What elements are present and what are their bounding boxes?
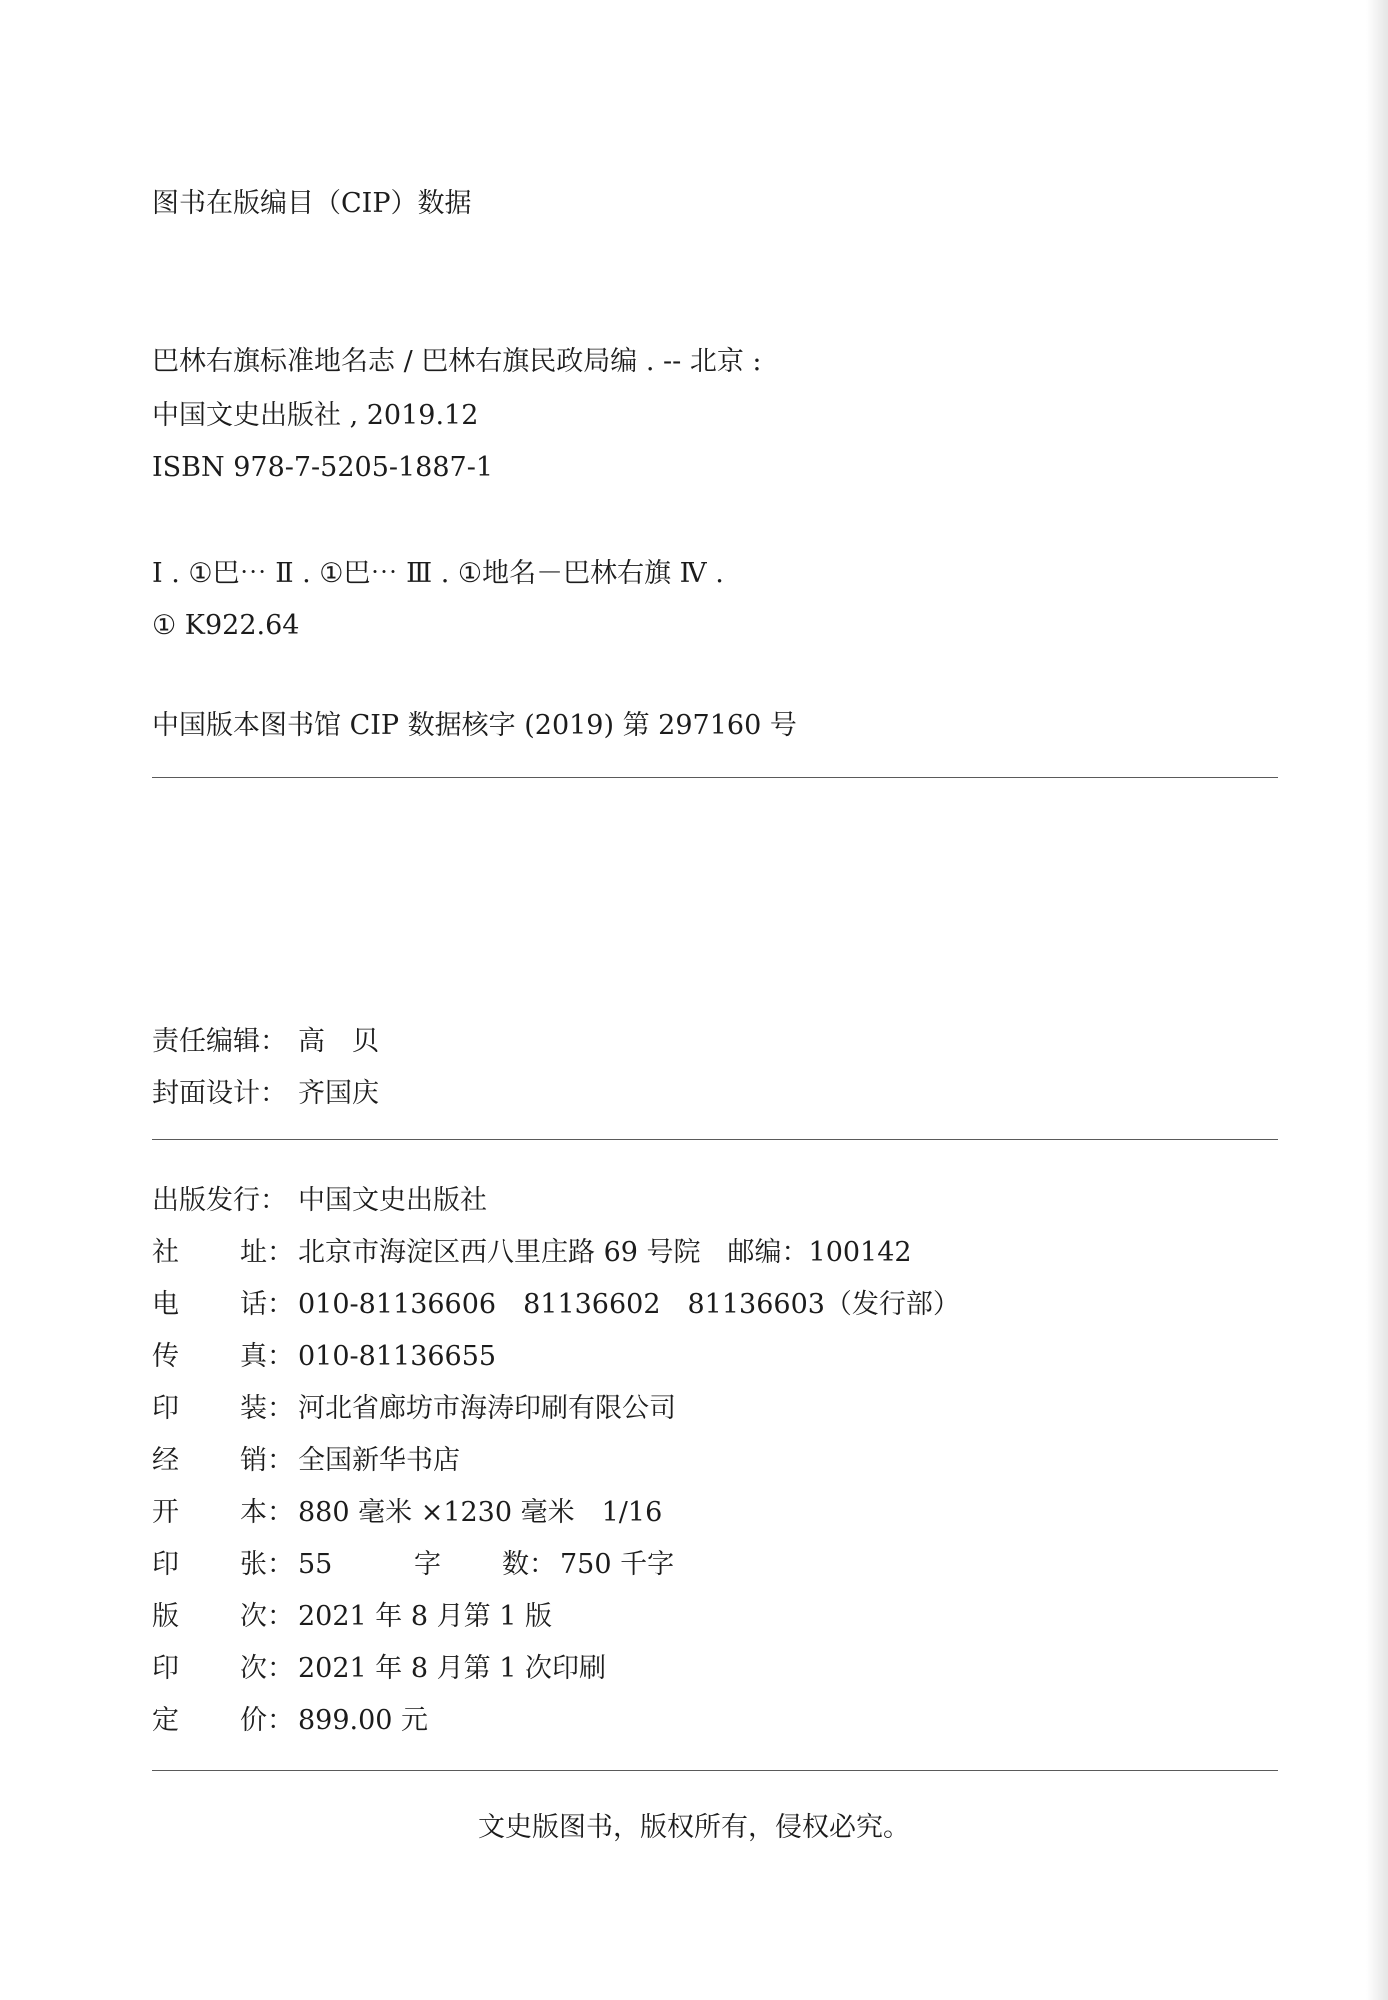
edition-label: 次： (240, 1601, 294, 1632)
phone-label-char: 电 (152, 1289, 179, 1320)
words-value: 750 千字 (560, 1549, 675, 1580)
responsible-editor-value: 高 贝 (298, 1026, 379, 1057)
price-label-char: 定 (152, 1705, 179, 1736)
format-label: 本： (240, 1497, 294, 1528)
printing-value: 2021 年 8 月第 1 次印刷 (298, 1653, 606, 1684)
printer-label: 装： (240, 1393, 294, 1424)
cip-classification: Ⅰ . ①巴⋯ Ⅱ . ①巴⋯ Ⅲ . ①地名－巴林右旗 Ⅳ . (152, 558, 724, 589)
cip-record-line-1: 巴林右旗标准地名志 / 巴林右旗民政局编 . -- 北京 : (152, 346, 762, 377)
distributor-label-char: 经 (152, 1445, 179, 1476)
address-label: 址： (240, 1237, 294, 1268)
fax-value: 010-81136655 (298, 1341, 497, 1372)
fax-label-char: 传 (152, 1341, 179, 1372)
cover-designer-label: 封面设计： (152, 1078, 287, 1109)
phone-value: 010-81136606 81136602 81136603（发行部） (298, 1289, 960, 1320)
edition-value: 2021 年 8 月第 1 版 (298, 1601, 552, 1632)
publisher-label: 出版发行： (152, 1185, 287, 1216)
words-label-char: 字 (414, 1549, 441, 1580)
price-value: 899.00 元 (298, 1705, 429, 1736)
sheets-label-char: 印 (152, 1549, 179, 1580)
address-label-char: 社 (152, 1237, 179, 1268)
publisher-value: 中国文史出版社 (298, 1185, 487, 1216)
cip-heading: 图书在版编目（CIP）数据 (152, 188, 472, 219)
divider-rule (152, 1770, 1278, 1771)
cip-record-line-2: 中国文史出版社 , 2019.12 (152, 400, 479, 431)
printer-label-char: 印 (152, 1393, 179, 1424)
page-edge-shadow (1366, 0, 1388, 2000)
printing-label: 次： (240, 1653, 294, 1684)
divider-rule (152, 777, 1278, 778)
cip-class-number: ① K922.64 (152, 610, 300, 641)
address-value: 北京市海淀区西八里庄路 69 号院 邮编：100142 (298, 1237, 912, 1268)
distributor-value: 全国新华书店 (298, 1445, 460, 1476)
sheets-value: 55 (298, 1549, 333, 1580)
responsible-editor-label: 责任编辑： (152, 1026, 287, 1057)
distributor-label: 销： (240, 1445, 294, 1476)
sheets-label: 张： (240, 1549, 294, 1580)
cover-designer-value: 齐国庆 (298, 1078, 379, 1109)
words-label: 数： (502, 1549, 556, 1580)
fax-label: 真： (240, 1341, 294, 1372)
price-label: 价： (240, 1705, 294, 1736)
printer-value: 河北省廊坊市海涛印刷有限公司 (298, 1393, 676, 1424)
printing-label-char: 印 (152, 1653, 179, 1684)
phone-label: 话： (240, 1289, 294, 1320)
cip-number: 中国版本图书馆 CIP 数据核字 (2019) 第 297160 号 (152, 710, 797, 741)
divider-rule (152, 1139, 1278, 1140)
copyright-notice: 文史版图书，版权所有，侵权必究。 (478, 1812, 910, 1843)
isbn: ISBN 978-7-5205-1887-1 (152, 452, 494, 483)
format-label-char: 开 (152, 1497, 179, 1528)
edition-label-char: 版 (152, 1601, 179, 1632)
format-value: 880 毫米 ×1230 毫米 1/16 (298, 1497, 663, 1528)
